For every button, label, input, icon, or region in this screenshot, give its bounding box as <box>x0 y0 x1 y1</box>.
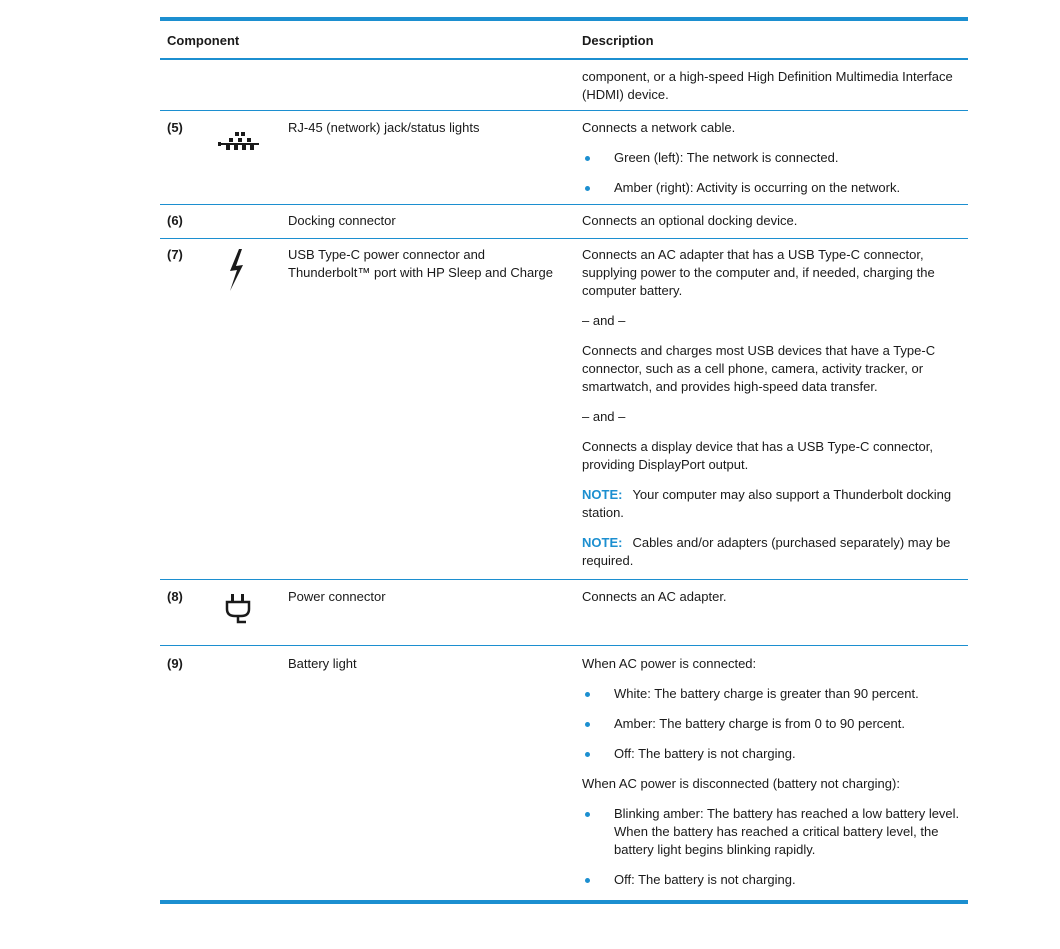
header-description: Description <box>582 33 654 48</box>
network-jack-icon <box>218 131 262 153</box>
bullet-dot <box>585 752 590 757</box>
power-plug-icon <box>224 592 252 628</box>
component-description: Connects an AC adapter. <box>582 589 727 604</box>
component-description <box>582 246 966 570</box>
list-item-text: White: The battery charge is greater than 90 percent. <box>614 686 919 701</box>
note-label: NOTE: <box>582 487 623 502</box>
component-name: Battery light <box>288 656 357 671</box>
row-number: (5) <box>167 120 183 135</box>
bullet-dot <box>585 722 590 727</box>
list-item-text: Amber (right): Activity is occurring on the network. <box>614 180 901 195</box>
row-number: (7) <box>167 247 183 262</box>
description-text: Connects an AC adapter that has a USB Type-C connector, supplying power to the computer and, if needed, charging the computer battery. <box>582 247 935 298</box>
component-name: Docking connector <box>288 213 396 228</box>
row-number: (8) <box>167 589 183 604</box>
row-number: (9) <box>167 656 183 671</box>
component-name: USB Type-C power connector and Thunderbolt™ port with HP Sleep and Charge <box>288 247 553 280</box>
continuation-description: component, or a high-speed High Definition Multimedia Interface (HDMI) device. <box>582 69 953 102</box>
table-row-usb-c <box>160 239 968 580</box>
list-item-text: Off: The battery is not charging. <box>614 746 796 761</box>
note <box>582 534 966 570</box>
table-row-continuation <box>160 60 968 111</box>
list-item-text: Blinking amber: The battery has reached a low battery level. When the battery has reached a critical battery level, the battery light begins blinking rapidly. <box>614 806 960 857</box>
list-item <box>582 685 966 703</box>
list-item <box>582 149 966 167</box>
bullet-dot <box>585 692 590 697</box>
bullet-dot <box>585 156 590 161</box>
bullet-dot <box>585 186 590 191</box>
table-row-battery <box>160 646 968 900</box>
component-name: RJ-45 (network) jack/status lights <box>288 120 480 135</box>
description-text: Connects and charges most USB devices that have a Type-C connector, such as a cell phone, camera, activity tracker, or smartwatch, and provides high-speed data transfer. <box>582 343 936 394</box>
list-item <box>582 805 966 859</box>
component-description <box>582 119 966 197</box>
list-item-text: Green (left): The network is connected. <box>614 150 839 165</box>
bullet-dot <box>585 878 590 883</box>
description-text: When AC power is disconnected (battery not charging): <box>582 776 900 791</box>
note-text: Your computer may also support a Thunderbolt docking station. <box>582 487 952 520</box>
bullet-dot <box>585 812 590 817</box>
component-table <box>160 17 968 904</box>
and-separator: – and – <box>582 313 626 328</box>
table-row-power <box>160 580 968 646</box>
list-item <box>582 871 966 889</box>
table-row-docking <box>160 205 968 239</box>
note-text: Cables and/or adapters (purchased separately) may be required. <box>582 535 951 568</box>
description-text: When AC power is connected: <box>582 656 757 671</box>
component-name: Power connector <box>288 589 386 604</box>
table-row-rj45 <box>160 111 968 205</box>
description-text: Connects a display device that has a USB Type-C connector, providing DisplayPort output. <box>582 439 933 472</box>
list-item <box>582 715 966 733</box>
list-item-text: Off: The battery is not charging. <box>614 872 796 887</box>
and-separator: – and – <box>582 409 626 424</box>
description-text: Connects a network cable. <box>582 120 736 135</box>
list-item <box>582 745 966 763</box>
note-label: NOTE: <box>582 535 623 550</box>
note <box>582 486 966 522</box>
row-number: (6) <box>167 213 183 228</box>
table-header <box>160 21 968 60</box>
header-component: Component <box>167 33 240 48</box>
list-item <box>582 179 966 197</box>
list-item-text: Amber: The battery charge is from 0 to 90 percent. <box>614 716 905 731</box>
thunderbolt-icon <box>226 248 246 292</box>
component-description <box>582 655 966 889</box>
component-description: Connects an optional docking device. <box>582 213 798 228</box>
